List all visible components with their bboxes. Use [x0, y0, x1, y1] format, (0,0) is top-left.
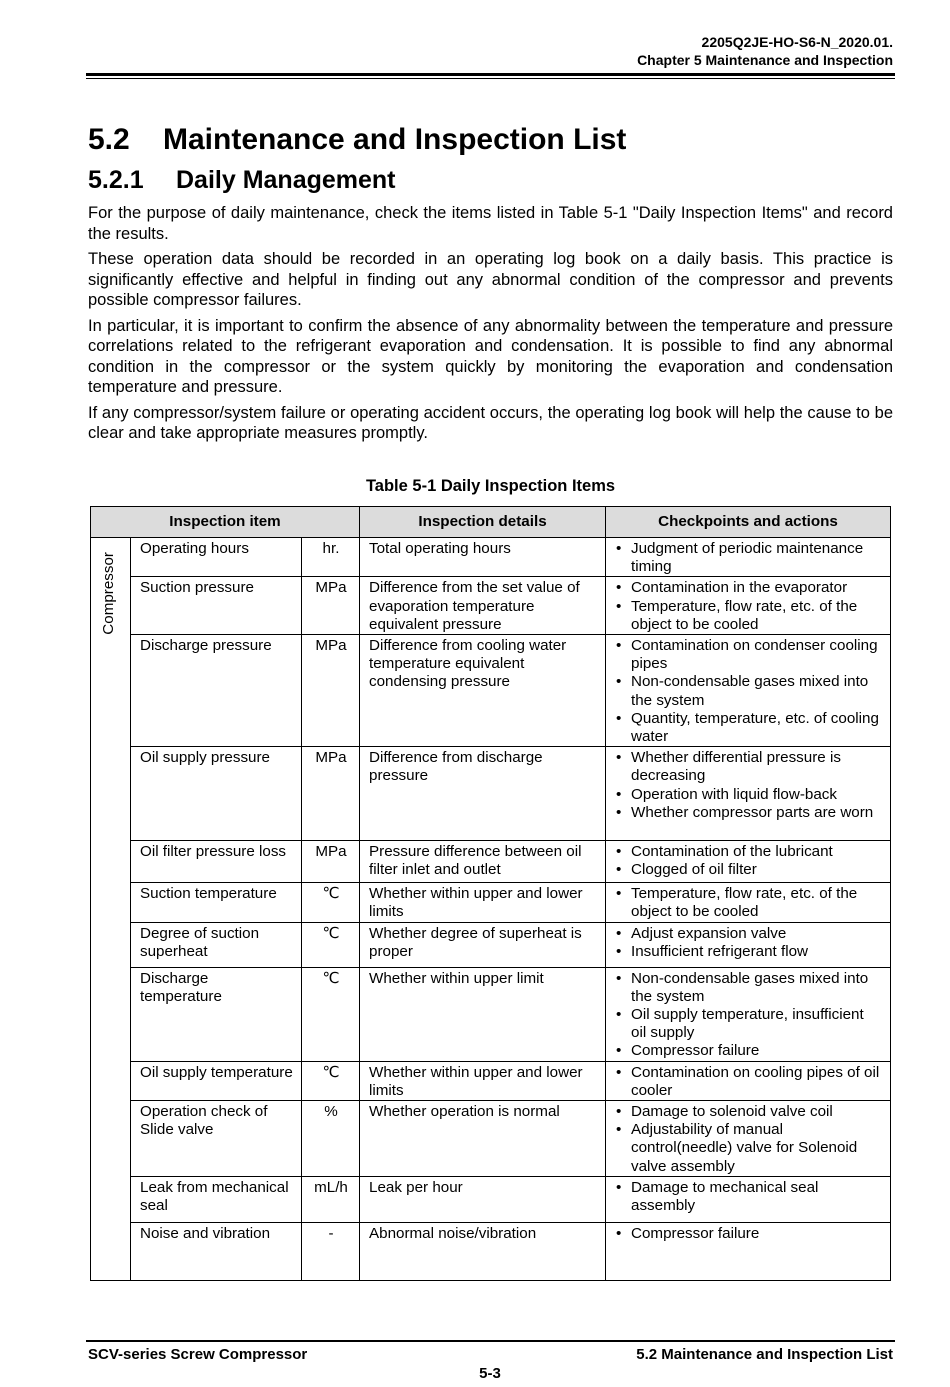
table-header-row [91, 507, 891, 538]
checkpoints-cell [606, 1176, 891, 1222]
item-cell: Operating hours [131, 538, 302, 577]
details-cell: Whether within upper and lower limits [360, 1061, 606, 1100]
checkpoint-item: • Quantity, temperature, etc. of cooling water [615, 710, 882, 746]
item-cell: Oil filter pressure loss [131, 841, 302, 883]
checkpoint-list [615, 970, 882, 1061]
checkpoints-cell [606, 967, 891, 1061]
item-cell: Noise and vibration [131, 1222, 302, 1280]
checkpoints-cell [606, 538, 891, 577]
details-cell: Whether operation is normal [360, 1101, 606, 1177]
unit-cell: % [302, 1101, 360, 1177]
checkpoint-item: • Judgment of periodic maintenance timing [615, 540, 882, 576]
checkpoint-list [615, 1064, 882, 1100]
checkpoint-list [615, 749, 882, 822]
checkpoint-item: • Whether differential pressure is decreasing [615, 749, 882, 785]
checkpoint-list [615, 579, 882, 634]
checkpoints-cell [606, 1101, 891, 1177]
table-row [91, 922, 891, 967]
table-row [91, 635, 891, 747]
unit-cell: ℃ [302, 883, 360, 922]
table-row [91, 1101, 891, 1177]
checkpoints-cell [606, 883, 891, 922]
checkpoint-item: • Compressor failure [615, 1042, 882, 1060]
checkpoints-cell [606, 577, 891, 635]
section-heading [88, 122, 626, 158]
checkpoint-item: • Operation with liquid flow-back [615, 786, 882, 804]
header-inspection-item: Inspection item [91, 507, 360, 538]
table-caption: Table 5-1 Daily Inspection Items [365, 477, 616, 495]
section-number: 5.2 [88, 123, 130, 156]
header-rule [86, 73, 895, 76]
checkpoint-list [615, 925, 882, 961]
unit-cell: MPa [302, 841, 360, 883]
checkpoint-item: • Damage to solenoid valve coil [615, 1103, 882, 1121]
checkpoint-item: • Oil supply temperature, insufficient oil supply [615, 1006, 882, 1042]
checkpoint-item: • Compressor failure [615, 1225, 882, 1243]
table-row [91, 883, 891, 922]
checkpoints-cell [606, 1061, 891, 1100]
details-cell: Leak per hour [360, 1176, 606, 1222]
checkpoint-list [615, 843, 882, 879]
paragraph: If any compressor/system failure or operating accident occurs, the operating log book will help the cause to be clear and take appropriate measures promptly. [88, 403, 893, 442]
checkpoint-item: • Contamination on condenser cooling pipes [615, 637, 882, 673]
details-cell: Difference from discharge pressure [360, 747, 606, 841]
table-row [91, 1061, 891, 1100]
inspection-table [90, 506, 891, 1281]
footer-rule [86, 1340, 895, 1342]
table-row [91, 841, 891, 883]
checkpoint-item: • Contamination in the evaporator [615, 579, 882, 597]
checkpoint-item: • Temperature, flow rate, etc. of the object to be cooled [615, 885, 882, 921]
checkpoint-item: • Non-condensable gases mixed into the system [615, 970, 882, 1006]
checkpoint-item: • Adjustability of manual control(needle) valve for Solenoid valve assembly [615, 1121, 882, 1176]
page-header [637, 33, 893, 69]
unit-cell: - [302, 1222, 360, 1280]
checkpoint-list [615, 1225, 882, 1243]
header-checkpoints: Checkpoints and actions [606, 507, 891, 538]
unit-cell: ℃ [302, 1061, 360, 1100]
unit-cell: MPa [302, 635, 360, 747]
checkpoint-item: • Contamination of the lubricant [615, 843, 882, 861]
table-row [91, 747, 891, 841]
unit-cell: ℃ [302, 967, 360, 1061]
group-label: Compressor [100, 552, 117, 635]
checkpoint-list [615, 1103, 882, 1176]
section-title: Maintenance and Inspection List [163, 123, 627, 156]
unit-cell: MPa [302, 577, 360, 635]
item-cell: Leak from mechanical seal [131, 1176, 302, 1222]
checkpoints-cell [606, 922, 891, 967]
item-cell: Discharge temperature [131, 967, 302, 1061]
paragraph: In particular, it is important to confirm the absence of any abnormality between the temperature and pressure correlations related to the refrigerant evaporation and condensation. It is possible to find any abnormal condition in the compressor or the system quickly by monitoring the evaporation and condensation temperature and pressure. [88, 316, 893, 396]
subsection-number: 5.2.1 [88, 166, 144, 194]
table-row [91, 577, 891, 635]
checkpoint-item: • Damage to mechanical seal assembly [615, 1179, 882, 1215]
item-cell: Operation check of Slide valve [131, 1101, 302, 1177]
page-number: 5-3 [479, 1365, 501, 1382]
checkpoint-item: • Contamination on cooling pipes of oil cooler [615, 1064, 882, 1100]
details-cell: Whether within upper limit [360, 967, 606, 1061]
unit-cell: MPa [302, 747, 360, 841]
item-cell: Oil supply pressure [131, 747, 302, 841]
checkpoint-list [615, 540, 882, 576]
header-rule-thin [86, 78, 895, 79]
group-cell [91, 538, 131, 1281]
table-row [91, 538, 891, 577]
unit-cell: ℃ [302, 922, 360, 967]
details-cell: Difference from cooling water temperature equivalent condensing pressure [360, 635, 606, 747]
paragraph: For the purpose of daily maintenance, check the items listed in Table 5-1 "Daily Inspection Items" and record the results. [88, 204, 893, 243]
details-cell: Whether within upper and lower limits [360, 883, 606, 922]
document-id: 2205Q2JE-HO-S6-N_2020.01. [701, 34, 893, 50]
item-cell: Discharge pressure [131, 635, 302, 747]
checkpoint-item: • Clogged of oil filter [615, 861, 882, 879]
body-text [88, 203, 893, 449]
item-cell: Degree of suction superheat [131, 922, 302, 967]
checkpoint-item: • Non-condensable gases mixed into the system [615, 673, 882, 709]
details-cell: Difference from the set value of evaporation temperature equivalent pressure [360, 577, 606, 635]
table-row [91, 967, 891, 1061]
checkpoints-cell [606, 841, 891, 883]
unit-cell: mL/h [302, 1176, 360, 1222]
header-inspection-details: Inspection details [360, 507, 606, 538]
table-row [91, 1222, 891, 1280]
paragraph: These operation data should be recorded in an operating log book on a daily basis. This practice is significantly effective and helpful in finding out any abnormal condition of the compressor and prevents possible compressor failures. [88, 250, 893, 309]
item-cell: Oil supply temperature [131, 1061, 302, 1100]
checkpoints-cell [606, 747, 891, 841]
details-cell: Pressure difference between oil filter inlet and outlet [360, 841, 606, 883]
checkpoint-list [615, 1179, 882, 1215]
checkpoint-item: • Temperature, flow rate, etc. of the object to be cooled [615, 598, 882, 634]
footer-section: 5.2 Maintenance and Inspection List [636, 1346, 893, 1363]
unit-cell: hr. [302, 538, 360, 577]
subsection-heading [88, 165, 396, 195]
footer-product: SCV-series Screw Compressor [88, 1346, 308, 1363]
table-row [91, 1176, 891, 1222]
checkpoint-list [615, 885, 882, 921]
item-cell: Suction pressure [131, 577, 302, 635]
details-cell: Total operating hours [360, 538, 606, 577]
details-cell: Whether degree of superheat is proper [360, 922, 606, 967]
table-body [91, 538, 891, 1281]
details-cell: Abnormal noise/vibration [360, 1222, 606, 1280]
checkpoint-item: • Adjust expansion valve [615, 925, 882, 943]
checkpoint-list [615, 637, 882, 746]
chapter-title: Chapter 5 Maintenance and Inspection [637, 52, 893, 68]
checkpoint-item: • Insufficient refrigerant flow [615, 943, 882, 961]
checkpoints-cell [606, 635, 891, 747]
checkpoint-item: • Whether compressor parts are worn [615, 804, 882, 822]
checkpoints-cell [606, 1222, 891, 1280]
subsection-title: Daily Management [176, 166, 396, 194]
item-cell: Suction temperature [131, 883, 302, 922]
